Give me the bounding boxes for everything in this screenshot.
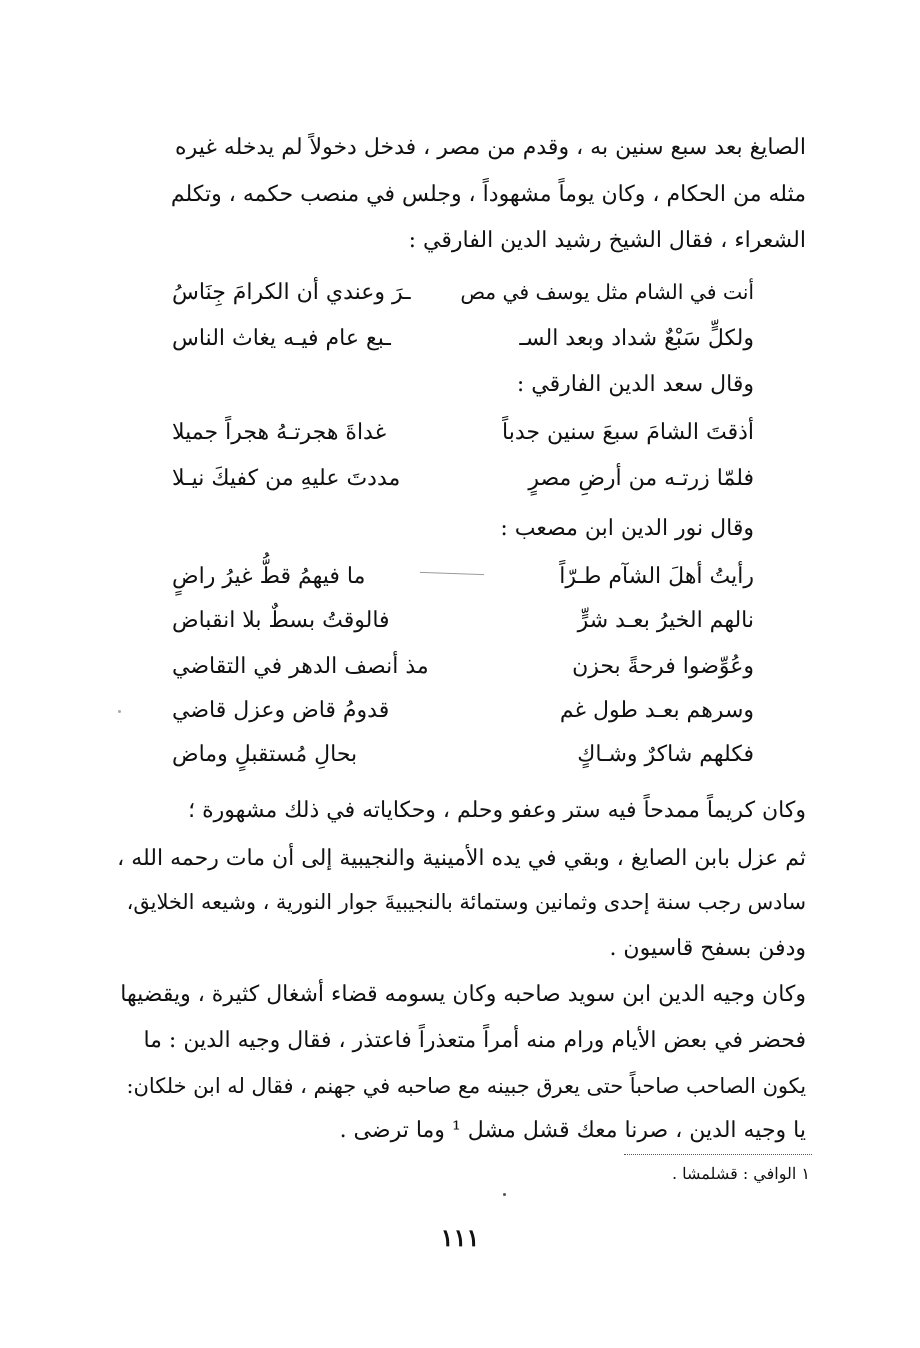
poem-1-verse-1-second-hemistich: ـرَ وعندي أن الكرامَ جِنَاسُ <box>172 280 411 305</box>
footnote-separator <box>624 1154 812 1155</box>
poem-3-intro: وقال نور الدين ابن مصعب : <box>500 516 754 541</box>
paragraph-3-line-4: يا وجيه الدين ، صرنا معك قشل مشل ¹ وما ترضى . <box>339 1118 806 1143</box>
scan-speck <box>118 710 121 713</box>
poem-3-verse-3-first-hemistich: وعُوِّضوا فرحةً بحزن <box>572 654 754 679</box>
paragraph-3-line-1: وكان وجيه الدين ابن سويد صاحبه وكان يسومه قضاء أشغال كثيرة ، ويقضيها <box>120 982 806 1007</box>
poem-2-verse-1-first-hemistich: أذقتَ الشامَ سبعَ سنين جدباً <box>502 420 754 445</box>
paragraph-2-line-2: ثم عزل بابن الصايغ ، وبقي في يده الأمينية والنجيبية إلى أن مات رحمه الله ، <box>117 846 806 871</box>
paragraph-2-line-4: ودفن بسفح قاسيون . <box>609 936 806 961</box>
paragraph-1-line-1: الصايغ بعد سبع سنين به ، وقدم من مصر ، فدخل دخولاً لم يدخله غيره <box>175 135 806 160</box>
poem-1-verse-1-first-hemistich: أنت في الشام مثل يوسف في مص <box>460 280 754 304</box>
footnote: ١ الوافي : قشلمشا . <box>671 1164 810 1183</box>
paragraph-1-line-2: مثله من الحكام ، وكان يوماً مشهوداً ، وجلس في منصب حكمه ، وتكلم <box>170 182 806 207</box>
poem-3-verse-1-second-hemistich: ما فيهمُ قطُّ غيرُ راضٍ <box>172 564 366 589</box>
paragraph-3-line-2: فحضر في بعض الأيام ورام منه أمراً متعذراً فاعتذر ، فقال وجيه الدين : ما <box>143 1028 806 1053</box>
poem-2-verse-2-first-hemistich: فلمّا زرتـه من أرضِ مصرٍ <box>528 466 754 491</box>
paragraph-2-line-1: وكان كريماً ممدحاً فيه ستر وعفو وحلم ، وحكاياته في ذلك مشهورة ؛ <box>188 798 806 823</box>
poem-3-verse-4-first-hemistich: وسرهم بعـد طول غم <box>559 698 754 723</box>
scan-speck <box>503 1193 506 1196</box>
poem-2-intro: وقال سعد الدين الفارقي : <box>516 372 754 397</box>
poem-3-verse-4-second-hemistich: قدومُ قاض وعزل قاضي <box>172 698 390 723</box>
poem-3-verse-1-first-hemistich: رأيتُ أهلَ الشآم طـرّاً <box>559 564 754 589</box>
poem-2-verse-2-second-hemistich: مددتَ عليهِ من كفيكَ نيـلا <box>172 466 401 491</box>
poem-3-verse-5-second-hemistich: بحالِ مُستقبلٍ وماض <box>172 742 358 767</box>
page-number: ١١١ <box>440 1223 480 1252</box>
paragraph-2-line-3: سادس رجب سنة إحدى وثمانين وستمائة بالنجيبيةَ جوار النورية ، وشيعه الخلايق، <box>126 890 806 914</box>
poem-3-verse-3-second-hemistich: مذ أنصف الدهر في التقاضي <box>172 654 429 679</box>
poem-3-verse-2-second-hemistich: فالوقتُ بسطٌ بلا انقباض <box>172 608 390 633</box>
poem-2-verse-1-second-hemistich: غداةَ هجرتـهُ هجراً جميلا <box>172 420 387 445</box>
paragraph-3-line-3: يكون الصاحب صاحباً حتى يعرق جبينه مع صاحبه في جهنم ، فقال له ابن خلكان: <box>126 1074 806 1098</box>
pencil-mark <box>420 572 484 575</box>
poem-1-verse-2-second-hemistich: ـبع عام فيـه يغاث الناس <box>172 326 391 351</box>
paragraph-1-line-3: الشعراء ، فقال الشيخ رشيد الدين الفارقي : <box>408 228 806 253</box>
poem-1-verse-2-first-hemistich: ولكلٍّ سَبْعٌ شداد وبعد السـ <box>519 326 754 351</box>
poem-3-verse-2-first-hemistich: نالهم الخيرُ بعـد شرٍّ <box>577 608 754 633</box>
poem-3-verse-5-first-hemistich: فكلهم شاكرٌ وشـاكٍ <box>577 742 754 767</box>
